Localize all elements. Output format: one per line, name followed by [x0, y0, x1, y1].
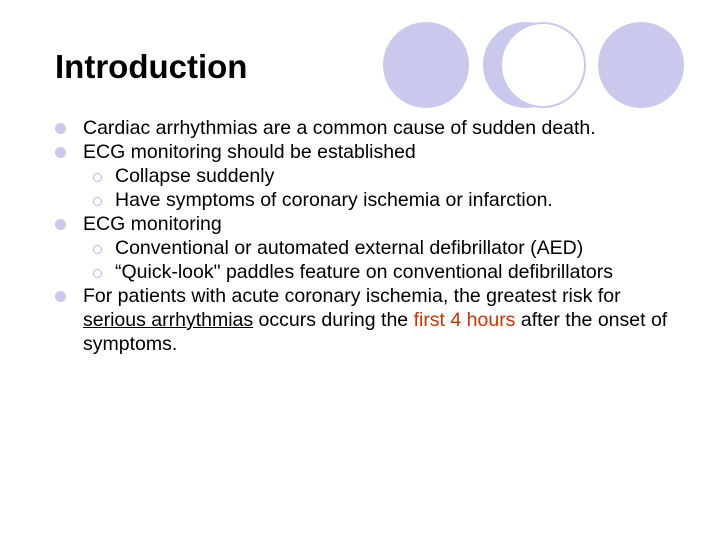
sub-bullet-icon	[93, 173, 102, 182]
bullet-text-part: For patients with acute coronary ischemia, the greatest risk for	[83, 285, 621, 307]
decorative-circle	[500, 22, 586, 108]
highlighted-phrase: first 4 hours	[413, 309, 516, 331]
sub-bullet-icon	[93, 197, 102, 206]
bullet-icon	[55, 291, 66, 302]
bullet-item	[55, 212, 685, 236]
slide-title: Introduction	[55, 48, 248, 85]
sub-bullet-text: Conventional or automated external defibrillator (AED)	[115, 237, 584, 259]
sub-bullet-text: “Quick-look" paddles feature on conventional defibrillators	[115, 261, 613, 283]
bullet-text-part: occurs during the	[253, 309, 414, 331]
sub-bullet-item	[55, 188, 685, 212]
sub-bullet-item	[55, 236, 685, 260]
sub-bullet-item	[55, 164, 685, 188]
sub-bullet-icon	[93, 269, 102, 278]
decorative-circle	[598, 22, 684, 108]
bullet-text: ECG monitoring should be established	[83, 141, 416, 163]
bullet-text: Cardiac arrhythmias are a common cause of sudden death.	[83, 117, 596, 139]
bullet-item	[55, 116, 685, 140]
bullet-icon	[55, 147, 66, 158]
sub-bullet-icon	[93, 245, 102, 254]
bullet-list	[55, 116, 685, 356]
bullet-item	[55, 140, 685, 164]
bullet-icon	[55, 123, 66, 134]
decorative-circle	[383, 22, 469, 108]
sub-bullet-item	[55, 260, 685, 284]
bullet-icon	[55, 219, 66, 230]
sub-bullet-text: Collapse suddenly	[115, 165, 275, 187]
bullet-text-part: after the onset of symptoms.	[83, 309, 668, 355]
bullet-text: ECG monitoring	[83, 213, 222, 235]
bullet-item	[55, 284, 685, 356]
sub-bullet-text: Have symptoms of coronary ischemia or infarction.	[115, 189, 553, 211]
underlined-phrase: serious arrhythmias	[83, 309, 254, 331]
